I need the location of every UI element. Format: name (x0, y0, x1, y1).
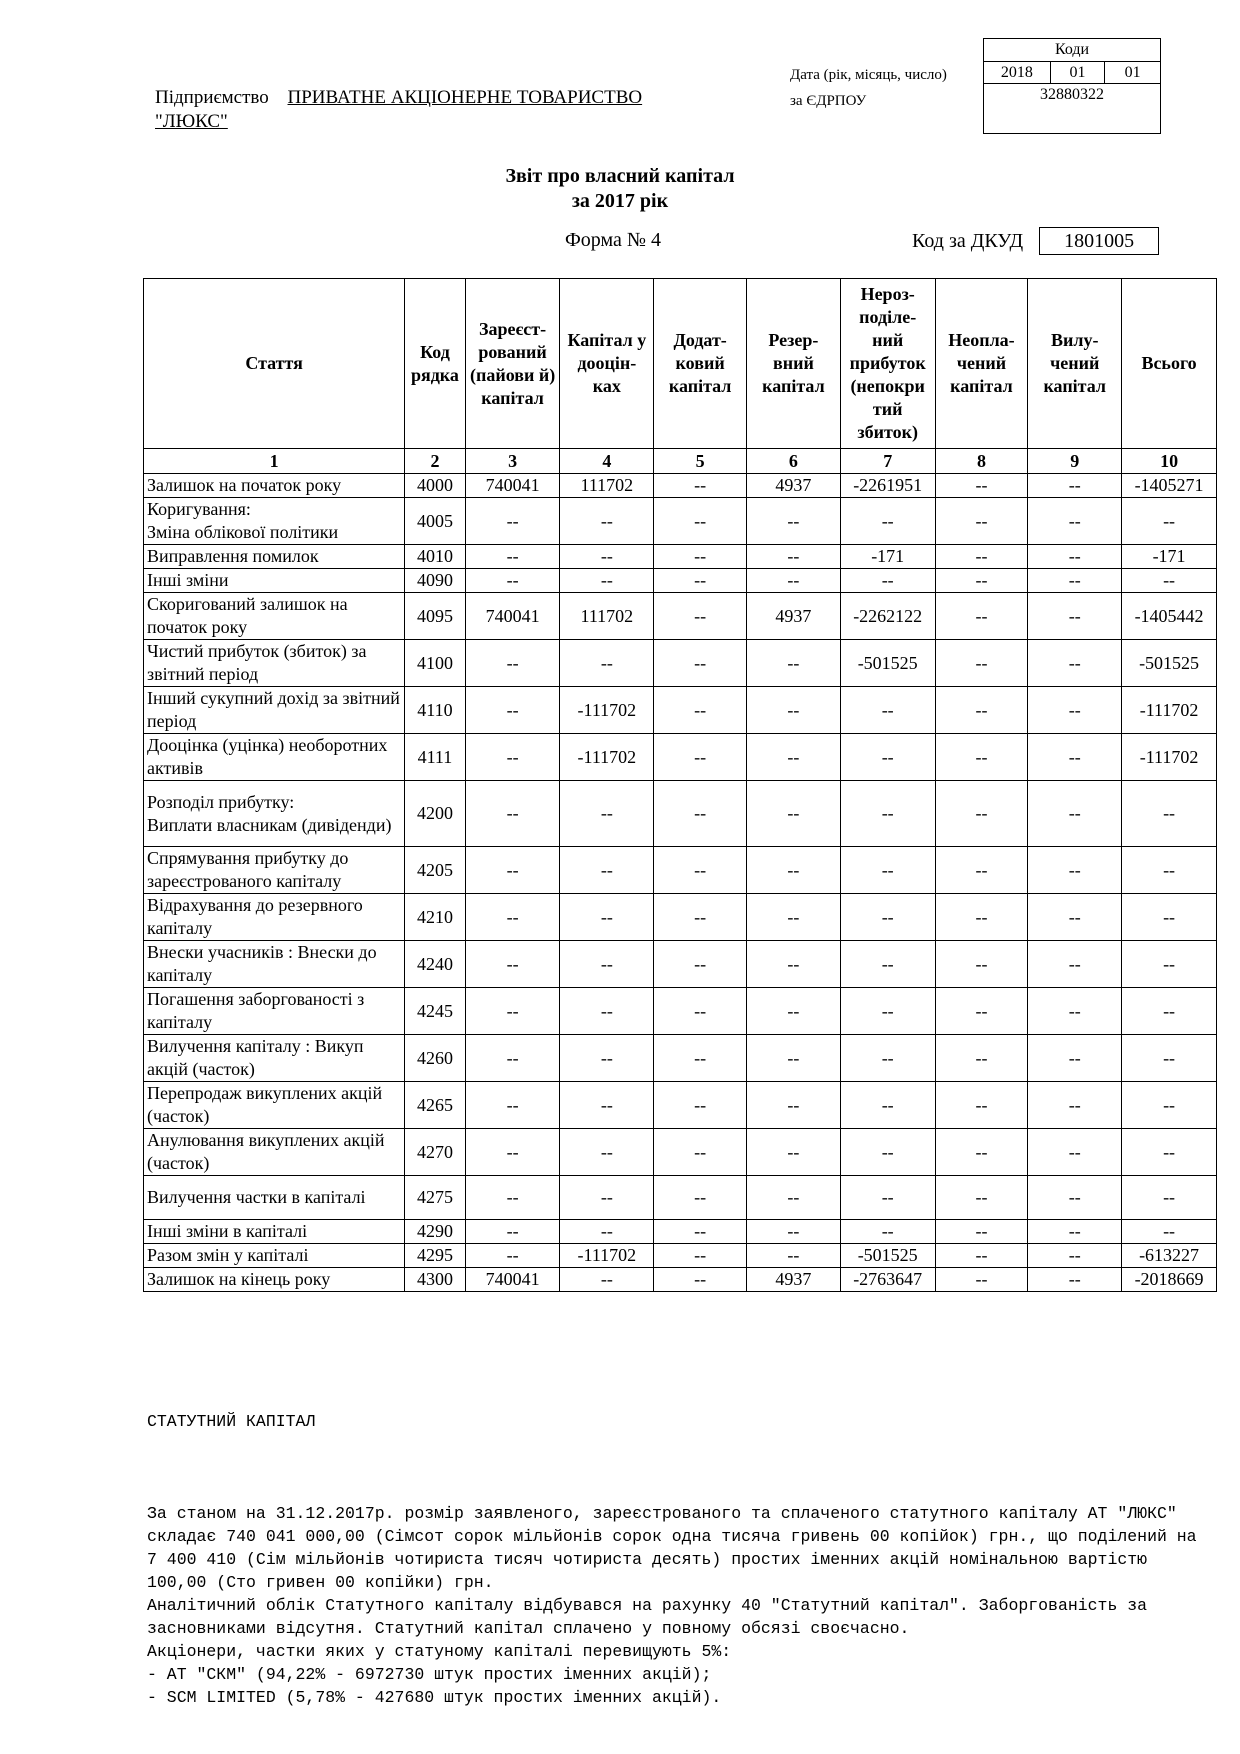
cell-value: -- (560, 545, 654, 569)
cell-value: -- (560, 941, 654, 988)
cell-value: -- (1028, 640, 1122, 687)
cell-value: -- (465, 545, 560, 569)
col-number: 5 (654, 449, 747, 474)
cell-value: -- (840, 781, 935, 847)
row-code: 4095 (405, 593, 466, 640)
cell-value: -501525 (840, 1244, 935, 1268)
cell-value: -- (935, 1129, 1028, 1176)
cell-value: -- (654, 1268, 747, 1292)
col-number: 2 (405, 449, 466, 474)
cell-value: -- (465, 847, 560, 894)
cell-value: -- (465, 1220, 560, 1244)
col-header: Всього (1122, 279, 1217, 449)
row-code: 4110 (405, 687, 466, 734)
cell-value: -- (935, 640, 1028, 687)
cell-value: -- (654, 941, 747, 988)
cell-value: -- (840, 894, 935, 941)
cell-value: -- (654, 687, 747, 734)
col-number: 7 (840, 449, 935, 474)
date-year: 2018 (984, 62, 1051, 83)
col-header: Код рядка (405, 279, 466, 449)
row-code: 4295 (405, 1244, 466, 1268)
row-code: 4100 (405, 640, 466, 687)
cell-value: -1405442 (1122, 593, 1217, 640)
col-number: 8 (935, 449, 1028, 474)
cell-value: -- (935, 593, 1028, 640)
table-row (144, 988, 1217, 1035)
table-row (144, 847, 1217, 894)
cell-value: -- (465, 640, 560, 687)
cell-value: -- (840, 1035, 935, 1082)
table-row (144, 894, 1217, 941)
cell-value: -- (1028, 1176, 1122, 1220)
date-row (984, 62, 1160, 84)
cell-value: -- (935, 847, 1028, 894)
row-label: Внески учасників : Внески до капіталу (144, 941, 405, 988)
cell-value: -- (935, 988, 1028, 1035)
cell-value: -- (1028, 1244, 1122, 1268)
cell-value: -- (747, 1082, 841, 1129)
row-label: Анулювання викуплених акцій (часток) (144, 1129, 405, 1176)
cell-value: -- (935, 1035, 1028, 1082)
row-label: Інші зміни в капіталі (144, 1220, 405, 1244)
dkud-block (912, 227, 1159, 255)
cell-value: 740041 (465, 474, 560, 498)
cell-value: -- (840, 1082, 935, 1129)
cell-value: -- (465, 734, 560, 781)
row-label: Дооцінка (уцінка) необоротних активів (144, 734, 405, 781)
cell-value: -- (935, 1268, 1028, 1292)
notes-heading: СТАТУТНИЙ КАПІТАЛ (147, 1412, 316, 1431)
row-code: 4010 (405, 545, 466, 569)
cell-value: -- (840, 847, 935, 894)
col-header: Резер-вний капітал (747, 279, 841, 449)
row-label: Інший сукупний дохід за звітний період (144, 687, 405, 734)
cell-value: -- (1122, 498, 1217, 545)
edrpou-code: 32880322 (1040, 86, 1104, 103)
col-number: 1 (144, 449, 405, 474)
cell-value: -613227 (1122, 1244, 1217, 1268)
codes-box (983, 38, 1161, 134)
table-row (144, 1035, 1217, 1082)
cell-value: -- (560, 988, 654, 1035)
cell-value: -- (1028, 988, 1122, 1035)
table-row (144, 1268, 1217, 1292)
row-code: 4111 (405, 734, 466, 781)
cell-value: -- (560, 1220, 654, 1244)
enterprise-block (155, 86, 715, 134)
cell-value: -- (654, 1220, 747, 1244)
cell-value: -- (747, 988, 841, 1035)
cell-value: -- (1028, 1129, 1122, 1176)
cell-value: -- (1028, 569, 1122, 593)
cell-value: 740041 (465, 593, 560, 640)
cell-value: -- (935, 545, 1028, 569)
col-number: 4 (560, 449, 654, 474)
cell-value: -- (747, 734, 841, 781)
cell-value: -111702 (560, 687, 654, 734)
cell-value: -- (1028, 1268, 1122, 1292)
cell-value: -- (840, 687, 935, 734)
table-row (144, 1176, 1217, 1220)
cell-value: -- (654, 474, 747, 498)
date-label: Дата (рік, місяць, число) (790, 67, 947, 83)
cell-value: -- (654, 847, 747, 894)
row-code: 4090 (405, 569, 466, 593)
col-header: Зареєст-рований (пайови й) капітал (465, 279, 560, 449)
cell-value: -- (935, 734, 1028, 781)
cell-value: -- (1028, 734, 1122, 781)
cell-value: -- (747, 498, 841, 545)
cell-value: -- (465, 687, 560, 734)
cell-value: -- (840, 1176, 935, 1220)
cell-value: -- (935, 1244, 1028, 1268)
cell-value: -- (747, 1035, 841, 1082)
row-code: 4240 (405, 941, 466, 988)
col-number: 6 (747, 449, 841, 474)
codes-header: Коди (984, 39, 1160, 62)
cell-value: -- (465, 988, 560, 1035)
cell-value: -- (935, 941, 1028, 988)
row-label: Вилучення капіталу : Викуп акцій (часток) (144, 1035, 405, 1082)
table-row (144, 941, 1217, 988)
cell-value: -- (747, 545, 841, 569)
cell-value: 111702 (560, 474, 654, 498)
cell-value: -- (1028, 894, 1122, 941)
row-label: Розподіл прибутку: Виплати власникам (дивіденди) (144, 781, 405, 847)
cell-value: -- (747, 1129, 841, 1176)
cell-value: -- (465, 1176, 560, 1220)
cell-value: -- (560, 1082, 654, 1129)
cell-value: -- (1122, 1220, 1217, 1244)
cell-value: -- (1122, 941, 1217, 988)
row-label: Залишок на кінець року (144, 1268, 405, 1292)
table-row (144, 498, 1217, 545)
cell-value: -- (840, 1129, 935, 1176)
cell-value: -- (1122, 988, 1217, 1035)
cell-value: -- (935, 894, 1028, 941)
cell-value: -- (1028, 781, 1122, 847)
cell-value: -- (1122, 569, 1217, 593)
cell-value: -- (560, 781, 654, 847)
cell-value: -- (1028, 498, 1122, 545)
cell-value: -- (840, 1220, 935, 1244)
row-code: 4245 (405, 988, 466, 1035)
cell-value: 740041 (465, 1268, 560, 1292)
enterprise-label: Підприємство (155, 87, 269, 108)
cell-value: -- (1028, 687, 1122, 734)
col-header: Нероз-поділе-ний прибуток (непокри тий збиток) (840, 279, 935, 449)
cell-value: -- (747, 640, 841, 687)
notes-body: За станом на 31.12.2017р. розмір заявленого, зареєстрованого та сплаченого статутного капіталу АТ "ЛЮКС" складає 740 041 000,00 (Сімсот сорок мільйонів сорок одна тисяча гривень 00 копійок) грн., що поділений на 7 400 410 (Сім мільйонів чотириста тисяч чотириста десять) простих іменних акцій номінальною вартістю 100,00 (Сто гривен 00 копійки) грн. Аналітичний облік Статутного капіталу відбувався на рахунку 40 "Статутний капітал". Заборгованість за засновниками відсутня. Статутний капітал сплачено у повному обсязі своєчасно. Акціонери, частки яких у статуному капіталі перевищують 5%: - АТ "СКМ" (94,22% - 6972730 штук простих іменних акцій); - SCM LIMITED (5,78% - 427680 штук простих іменних акцій). (147, 1504, 1197, 1707)
cell-value: -111702 (1122, 687, 1217, 734)
cell-value: -- (560, 1176, 654, 1220)
cell-value: -501525 (840, 640, 935, 687)
row-label: Виправлення помилок (144, 545, 405, 569)
cell-value: -- (465, 894, 560, 941)
cell-value: -- (1122, 1035, 1217, 1082)
column-numbers-row (144, 449, 1217, 474)
cell-value: -- (840, 569, 935, 593)
cell-value: -- (654, 1129, 747, 1176)
col-number: 10 (1122, 449, 1217, 474)
cell-value: -- (465, 569, 560, 593)
cell-value: -- (1028, 593, 1122, 640)
cell-value: -- (654, 1082, 747, 1129)
cell-value: -- (747, 569, 841, 593)
cell-value: -- (654, 781, 747, 847)
table-row (144, 593, 1217, 640)
cell-value: -- (465, 941, 560, 988)
cell-value: -- (560, 847, 654, 894)
cell-value: -- (654, 734, 747, 781)
report-title: Звіт про власний капітал (505, 165, 735, 187)
cell-value: -- (935, 1082, 1028, 1129)
cell-value: -- (747, 1176, 841, 1220)
cell-value: -- (935, 781, 1028, 847)
cell-value: -- (560, 1129, 654, 1176)
table-row (144, 474, 1217, 498)
table-header-row (144, 279, 1217, 449)
cell-value: -2261951 (840, 474, 935, 498)
cell-value: -- (747, 847, 841, 894)
enterprise-name-line2: "ЛЮКС" (155, 111, 228, 132)
col-header: Капітал у дооцін-ках (560, 279, 654, 449)
cell-value: -- (1028, 847, 1122, 894)
cell-value: -- (654, 498, 747, 545)
form-number: Форма № 4 (565, 229, 661, 251)
cell-value: -501525 (1122, 640, 1217, 687)
cell-value: -- (1028, 474, 1122, 498)
cell-value: -- (935, 687, 1028, 734)
table-row (144, 1129, 1217, 1176)
row-code: 4265 (405, 1082, 466, 1129)
cell-value: -- (747, 687, 841, 734)
row-label: Спрямування прибутку до зареєстрованого капіталу (144, 847, 405, 894)
cell-value: -- (1122, 894, 1217, 941)
table-row (144, 734, 1217, 781)
cell-value: -- (465, 781, 560, 847)
table-row (144, 1244, 1217, 1268)
cell-value: -- (465, 1035, 560, 1082)
row-label: Скоригований залишок на початок року (144, 593, 405, 640)
codes-labels (790, 62, 947, 114)
table-body (144, 474, 1217, 1292)
row-code: 4200 (405, 781, 466, 847)
cell-value: -- (560, 1268, 654, 1292)
cell-value: -1405271 (1122, 474, 1217, 498)
cell-value: -- (654, 593, 747, 640)
cell-value: -- (840, 941, 935, 988)
cell-value: 4937 (747, 1268, 841, 1292)
cell-value: -- (1122, 1176, 1217, 1220)
cell-value: -111702 (560, 1244, 654, 1268)
cell-value: -- (935, 498, 1028, 545)
table-row (144, 687, 1217, 734)
cell-value: -2763647 (840, 1268, 935, 1292)
row-code: 4210 (405, 894, 466, 941)
report-period: за 2017 рік (571, 190, 669, 212)
cell-value: -- (1122, 1082, 1217, 1129)
cell-value: -- (1028, 1220, 1122, 1244)
col-header: Вилу-чений капітал (1028, 279, 1122, 449)
col-header: Стаття (144, 279, 405, 449)
col-header: Додат-ковий капітал (654, 279, 747, 449)
cell-value: -- (654, 1244, 747, 1268)
cell-value: -2262122 (840, 593, 935, 640)
cell-value: -- (935, 1220, 1028, 1244)
cell-value: -- (747, 894, 841, 941)
row-label: Погашення заборгованості з капіталу (144, 988, 405, 1035)
cell-value: -2018669 (1122, 1268, 1217, 1292)
row-label: Вилучення частки в капіталі (144, 1176, 405, 1220)
table-row (144, 545, 1217, 569)
cell-value: -- (1028, 1035, 1122, 1082)
cell-value: -- (1122, 781, 1217, 847)
cell-value: -- (840, 734, 935, 781)
cell-value: -- (560, 569, 654, 593)
cell-value: -- (560, 640, 654, 687)
cell-value: -- (1028, 1082, 1122, 1129)
row-label: Разом змін у капіталі (144, 1244, 405, 1268)
edrpou-label: за ЄДРПОУ (790, 93, 867, 109)
enterprise-name-line1: ПРИВАТНЕ АКЦІОНЕРНЕ ТОВАРИСТВО (287, 87, 643, 108)
cell-value: -- (465, 1129, 560, 1176)
cell-value: -- (1122, 847, 1217, 894)
cell-value: -- (654, 569, 747, 593)
cell-value: -- (465, 1244, 560, 1268)
cell-value: -- (840, 988, 935, 1035)
cell-value: -- (560, 894, 654, 941)
row-label: Залишок на початок року (144, 474, 405, 498)
cell-value: 4937 (747, 593, 841, 640)
cell-value: -- (935, 569, 1028, 593)
cell-value: -171 (1122, 545, 1217, 569)
row-code: 4205 (405, 847, 466, 894)
row-code: 4275 (405, 1176, 466, 1220)
row-label: Інші зміни (144, 569, 405, 593)
row-code: 4000 (405, 474, 466, 498)
table-row (144, 1082, 1217, 1129)
equity-table (143, 278, 1217, 1292)
date-month: 01 (1051, 62, 1106, 83)
cell-value: -- (935, 474, 1028, 498)
cell-value: -- (654, 988, 747, 1035)
cell-value: -171 (840, 545, 935, 569)
table-row (144, 1220, 1217, 1244)
cell-value: -- (465, 498, 560, 545)
cell-value: -111702 (1122, 734, 1217, 781)
cell-value: -- (654, 640, 747, 687)
cell-value: -111702 (560, 734, 654, 781)
cell-value: -- (1028, 545, 1122, 569)
cell-value: -- (465, 1082, 560, 1129)
cell-value: -- (654, 1035, 747, 1082)
table-row (144, 569, 1217, 593)
date-day: 01 (1124, 64, 1141, 81)
table-row (144, 640, 1217, 687)
col-number: 9 (1028, 449, 1122, 474)
row-label: Відрахування до резервного капіталу (144, 894, 405, 941)
notes-section (147, 1364, 1207, 1732)
row-code: 4005 (405, 498, 466, 545)
cell-value: 4937 (747, 474, 841, 498)
cell-value: -- (747, 781, 841, 847)
row-label: Чистий прибуток (збиток) за звітний період (144, 640, 405, 687)
table-row (144, 781, 1217, 847)
dkud-label: Код за ДКУД (912, 229, 1024, 252)
row-label: Коригування: Зміна облікової політики (144, 498, 405, 545)
row-code: 4260 (405, 1035, 466, 1082)
cell-value: -- (654, 894, 747, 941)
row-code: 4290 (405, 1220, 466, 1244)
cell-value: -- (1028, 941, 1122, 988)
cell-value: -- (560, 1035, 654, 1082)
cell-value: -- (747, 1220, 841, 1244)
dkud-value: 1801005 (1039, 227, 1159, 255)
cell-value: -- (560, 498, 654, 545)
cell-value: -- (747, 1244, 841, 1268)
row-code: 4300 (405, 1268, 466, 1292)
cell-value: -- (654, 545, 747, 569)
cell-value: -- (654, 1176, 747, 1220)
cell-value: 111702 (560, 593, 654, 640)
cell-value: -- (935, 1176, 1028, 1220)
cell-value: -- (840, 498, 935, 545)
col-number: 3 (465, 449, 560, 474)
cell-value: -- (747, 941, 841, 988)
cell-value: -- (1122, 1129, 1217, 1176)
row-code: 4270 (405, 1129, 466, 1176)
col-header: Неопла-чений капітал (935, 279, 1028, 449)
row-label: Перепродаж викуплених акцій (часток) (144, 1082, 405, 1129)
